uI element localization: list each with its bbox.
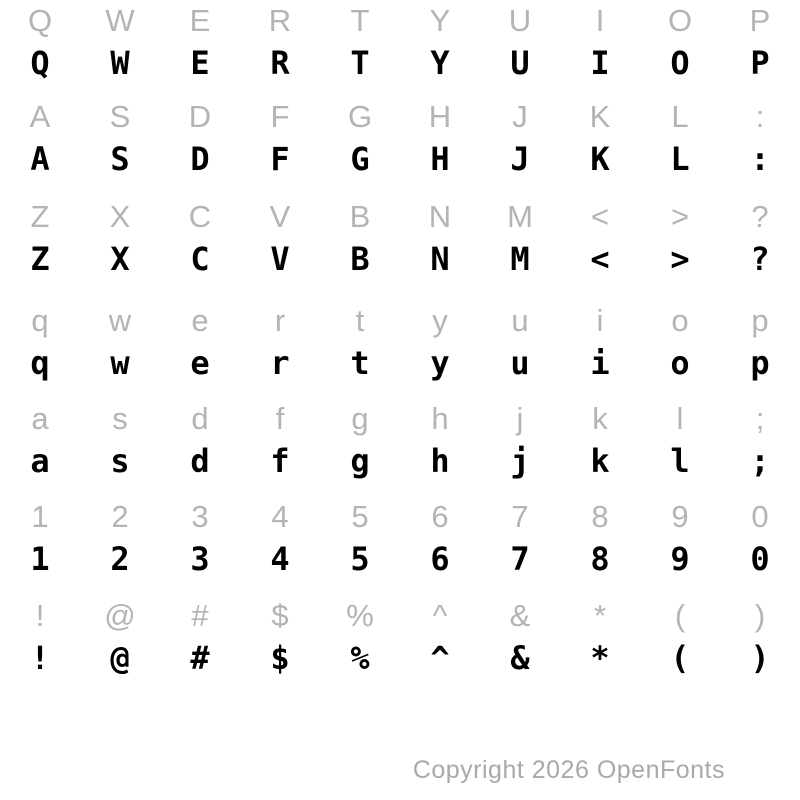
ghost-line-lowercase-home-row bbox=[0, 398, 800, 440]
specimen-glyph: ( bbox=[670, 639, 690, 677]
specimen-glyph: 6 bbox=[430, 540, 450, 578]
specimen-glyph: J bbox=[510, 140, 530, 178]
ghost-glyph: q bbox=[31, 303, 49, 338]
ghost-glyph: ) bbox=[754, 598, 766, 633]
specimen-glyph: p bbox=[750, 344, 770, 382]
ghost-glyph: < bbox=[590, 199, 610, 234]
ghost-glyph: H bbox=[428, 99, 452, 134]
specimen-glyph: 5 bbox=[350, 540, 370, 578]
specimen-glyph: : bbox=[750, 140, 770, 178]
specimen-glyph: h bbox=[430, 442, 450, 480]
ghost-glyph: d bbox=[191, 401, 209, 436]
ghost-glyph: 1 bbox=[31, 499, 49, 534]
ghost-glyph: ; bbox=[755, 401, 765, 436]
specimen-glyph: 0 bbox=[750, 540, 770, 578]
specimen-line-symbols-row bbox=[0, 635, 800, 681]
specimen-glyph: H bbox=[430, 140, 450, 178]
specimen-glyph: > bbox=[670, 240, 690, 278]
ghost-glyph: 6 bbox=[431, 499, 449, 534]
row-pair-uppercase-bottom-row bbox=[0, 196, 800, 296]
specimen-glyph: B bbox=[350, 240, 370, 278]
row-pair-digits-row bbox=[0, 496, 800, 596]
row-pair-uppercase-home-row bbox=[0, 96, 800, 196]
ghost-glyph: E bbox=[189, 3, 211, 38]
ghost-glyph: ! bbox=[35, 598, 45, 633]
specimen-glyph: & bbox=[510, 639, 530, 677]
ghost-glyph: # bbox=[191, 598, 209, 633]
ghost-glyph: T bbox=[350, 3, 370, 38]
specimen-glyph: K bbox=[590, 140, 610, 178]
ghost-glyph: S bbox=[109, 99, 131, 134]
ghost-glyph: B bbox=[349, 199, 371, 234]
specimen-glyph: A bbox=[30, 140, 50, 178]
ghost-glyph: W bbox=[105, 3, 135, 38]
ghost-glyph: P bbox=[749, 3, 771, 38]
specimen-glyph: s bbox=[110, 442, 130, 480]
ghost-glyph: e bbox=[191, 303, 209, 338]
row-pair-lowercase-top-row bbox=[0, 300, 800, 400]
ghost-glyph: Z bbox=[30, 199, 50, 234]
ghost-glyph: V bbox=[269, 199, 291, 234]
specimen-glyph: V bbox=[270, 240, 290, 278]
ghost-glyph: R bbox=[268, 3, 292, 38]
specimen-glyph: 8 bbox=[590, 540, 610, 578]
ghost-glyph: h bbox=[431, 401, 449, 436]
ghost-glyph: p bbox=[751, 303, 769, 338]
ghost-glyph: 0 bbox=[751, 499, 769, 534]
ghost-glyph: y bbox=[432, 303, 448, 338]
specimen-glyph: L bbox=[670, 140, 690, 178]
ghost-glyph: & bbox=[509, 598, 531, 633]
ghost-glyph: 2 bbox=[111, 499, 129, 534]
ghost-glyph: Q bbox=[27, 3, 53, 38]
specimen-glyph: j bbox=[510, 442, 530, 480]
ghost-glyph: o bbox=[671, 303, 689, 338]
specimen-line-lowercase-top-row bbox=[0, 340, 800, 386]
ghost-glyph: s bbox=[112, 401, 128, 436]
specimen-glyph: ) bbox=[750, 639, 770, 677]
ghost-glyph: M bbox=[507, 199, 533, 234]
ghost-glyph: 3 bbox=[191, 499, 209, 534]
ghost-line-digits-row bbox=[0, 496, 800, 538]
ghost-glyph: j bbox=[516, 401, 524, 436]
specimen-glyph: ? bbox=[750, 240, 770, 278]
ghost-glyph: A bbox=[29, 99, 51, 134]
specimen-glyph: d bbox=[190, 442, 210, 480]
ghost-glyph: % bbox=[346, 598, 374, 633]
specimen-glyph: P bbox=[750, 44, 770, 82]
specimen-glyph: U bbox=[510, 44, 530, 82]
ghost-glyph: F bbox=[270, 99, 290, 134]
ghost-glyph: ( bbox=[674, 598, 686, 633]
ghost-glyph: @ bbox=[104, 598, 136, 633]
ghost-glyph: L bbox=[671, 99, 689, 134]
specimen-glyph: M bbox=[510, 240, 530, 278]
specimen-glyph: G bbox=[350, 140, 370, 178]
specimen-glyph: F bbox=[270, 140, 290, 178]
specimen-glyph: t bbox=[350, 344, 370, 382]
specimen-glyph: # bbox=[190, 639, 210, 677]
ghost-glyph: f bbox=[275, 401, 285, 436]
specimen-glyph: 1 bbox=[30, 540, 50, 578]
specimen-glyph: k bbox=[590, 442, 610, 480]
specimen-glyph: D bbox=[190, 140, 210, 178]
specimen-glyph: l bbox=[670, 442, 690, 480]
specimen-glyph: N bbox=[430, 240, 450, 278]
ghost-glyph: g bbox=[351, 401, 369, 436]
specimen-glyph: C bbox=[190, 240, 210, 278]
specimen-glyph: Z bbox=[30, 240, 50, 278]
specimen-line-digits-row bbox=[0, 536, 800, 582]
ghost-glyph: : bbox=[755, 99, 765, 134]
specimen-glyph: e bbox=[190, 344, 210, 382]
ghost-glyph: U bbox=[508, 3, 532, 38]
specimen-glyph: @ bbox=[110, 639, 130, 677]
row-pair-symbols-row bbox=[0, 595, 800, 695]
copyright-watermark: Copyright 2026 OpenFonts bbox=[412, 756, 725, 784]
specimen-glyph: ; bbox=[750, 442, 770, 480]
specimen-glyph: S bbox=[110, 140, 130, 178]
ghost-glyph: $ bbox=[271, 598, 289, 633]
specimen-glyph: 9 bbox=[670, 540, 690, 578]
specimen-line-uppercase-bottom-row bbox=[0, 236, 800, 282]
specimen-line-lowercase-home-row bbox=[0, 438, 800, 484]
ghost-glyph: ? bbox=[751, 199, 769, 234]
ghost-glyph: O bbox=[667, 3, 693, 38]
specimen-glyph: ! bbox=[30, 639, 50, 677]
ghost-glyph: 9 bbox=[671, 499, 689, 534]
specimen-glyph: ^ bbox=[430, 639, 450, 677]
ghost-glyph: w bbox=[108, 303, 132, 338]
specimen-glyph: E bbox=[190, 44, 210, 82]
specimen-glyph: g bbox=[350, 442, 370, 480]
ghost-glyph: ^ bbox=[432, 598, 448, 633]
row-pair-uppercase-top-row bbox=[0, 0, 800, 100]
specimen-glyph: q bbox=[30, 344, 50, 382]
specimen-glyph: % bbox=[350, 639, 370, 677]
specimen-glyph: Y bbox=[430, 44, 450, 82]
specimen-glyph: i bbox=[590, 344, 610, 382]
specimen-glyph: 4 bbox=[270, 540, 290, 578]
ghost-glyph: C bbox=[188, 199, 212, 234]
ghost-glyph: k bbox=[592, 401, 608, 436]
specimen-glyph: r bbox=[270, 344, 290, 382]
ghost-glyph: i bbox=[596, 303, 604, 338]
specimen-glyph: I bbox=[590, 44, 610, 82]
ghost-line-uppercase-bottom-row bbox=[0, 196, 800, 238]
ghost-glyph: l bbox=[676, 401, 684, 436]
specimen-glyph: < bbox=[590, 240, 610, 278]
ghost-glyph: J bbox=[512, 99, 528, 134]
specimen-glyph: $ bbox=[270, 639, 290, 677]
specimen-glyph: a bbox=[30, 442, 50, 480]
ghost-glyph: * bbox=[593, 598, 607, 633]
specimen-line-uppercase-home-row bbox=[0, 136, 800, 182]
ghost-glyph: > bbox=[670, 199, 690, 234]
ghost-glyph: 8 bbox=[591, 499, 609, 534]
ghost-glyph: u bbox=[511, 303, 529, 338]
ghost-glyph: D bbox=[188, 99, 212, 134]
ghost-glyph: Y bbox=[429, 3, 451, 38]
specimen-glyph: y bbox=[430, 344, 450, 382]
specimen-glyph: 2 bbox=[110, 540, 130, 578]
ghost-glyph: G bbox=[347, 99, 373, 134]
ghost-glyph: 4 bbox=[271, 499, 289, 534]
specimen-glyph: 3 bbox=[190, 540, 210, 578]
specimen-line-uppercase-top-row bbox=[0, 40, 800, 86]
specimen-glyph: R bbox=[270, 44, 290, 82]
specimen-glyph: f bbox=[270, 442, 290, 480]
ghost-glyph: N bbox=[428, 199, 452, 234]
ghost-glyph: 5 bbox=[351, 499, 369, 534]
ghost-line-symbols-row bbox=[0, 595, 800, 637]
ghost-glyph: r bbox=[274, 303, 286, 338]
specimen-glyph: X bbox=[110, 240, 130, 278]
specimen-glyph: w bbox=[110, 344, 130, 382]
ghost-line-uppercase-top-row bbox=[0, 0, 800, 42]
specimen-glyph: W bbox=[110, 44, 130, 82]
specimen-glyph: u bbox=[510, 344, 530, 382]
ghost-line-lowercase-top-row bbox=[0, 300, 800, 342]
ghost-glyph: t bbox=[355, 303, 365, 338]
specimen-glyph: Q bbox=[30, 44, 50, 82]
ghost-glyph: X bbox=[109, 199, 131, 234]
ghost-glyph: a bbox=[31, 401, 49, 436]
specimen-glyph: T bbox=[350, 44, 370, 82]
ghost-glyph: K bbox=[589, 99, 611, 134]
specimen-glyph: O bbox=[670, 44, 690, 82]
specimen-glyph: 7 bbox=[510, 540, 530, 578]
ghost-glyph: 7 bbox=[511, 499, 529, 534]
row-pair-lowercase-home-row bbox=[0, 398, 800, 498]
specimen-glyph: * bbox=[590, 639, 610, 677]
specimen-glyph: o bbox=[670, 344, 690, 382]
ghost-line-uppercase-home-row bbox=[0, 96, 800, 138]
ghost-glyph: I bbox=[595, 3, 605, 38]
